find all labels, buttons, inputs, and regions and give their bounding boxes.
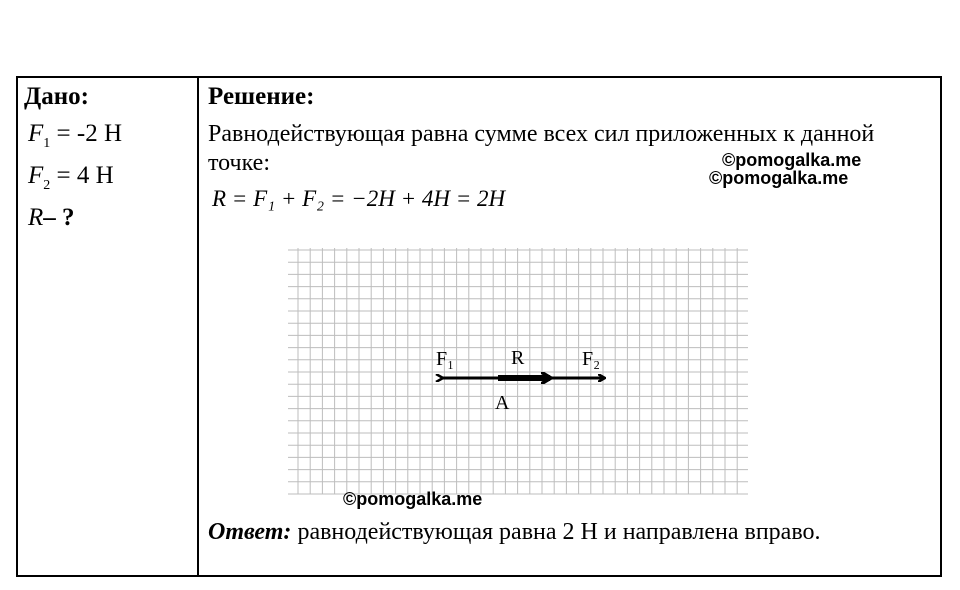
solution-formula: R = F₁ + F₂ = −2H + 4H = 2H [212,186,506,211]
r-question: – ? [43,204,75,231]
f2-value: = 4 Н [50,162,114,189]
f1-subscript: 1 [43,136,51,151]
f2-subscript: 2 [43,178,51,193]
solution-title: Решение: [208,83,315,110]
answer-label: Ответ: [208,519,292,545]
label-f2: F₂ [582,348,601,370]
grid-lines [288,248,748,494]
vector-diagram [284,244,752,502]
given-f1 [28,120,122,152]
watermark-3: ©pomogalka.me [343,489,483,509]
given-r [28,204,75,232]
r-symbol: R [28,204,44,231]
solution-text: Равнодействующая равна сумме всех сил приложенных к данной точке: [208,121,875,176]
label-r: R [511,347,525,369]
label-a: A [495,392,510,414]
watermark-1: ©pomogalka.me [722,150,862,170]
watermark-2: ©pomogalka.me [709,168,849,188]
f1-value: = -2 Н [50,120,123,147]
given-f2 [28,162,114,194]
answer-line [208,519,821,546]
given-title: Дано: [24,83,89,110]
answer-text: равнодействующая равна 2 Н и направлена вправо. [291,519,821,545]
given-column [24,82,194,231]
f2-symbol: F [28,162,44,189]
column-divider [197,76,199,577]
f1-symbol: F [28,120,44,147]
label-f1: F₁ [436,348,455,370]
